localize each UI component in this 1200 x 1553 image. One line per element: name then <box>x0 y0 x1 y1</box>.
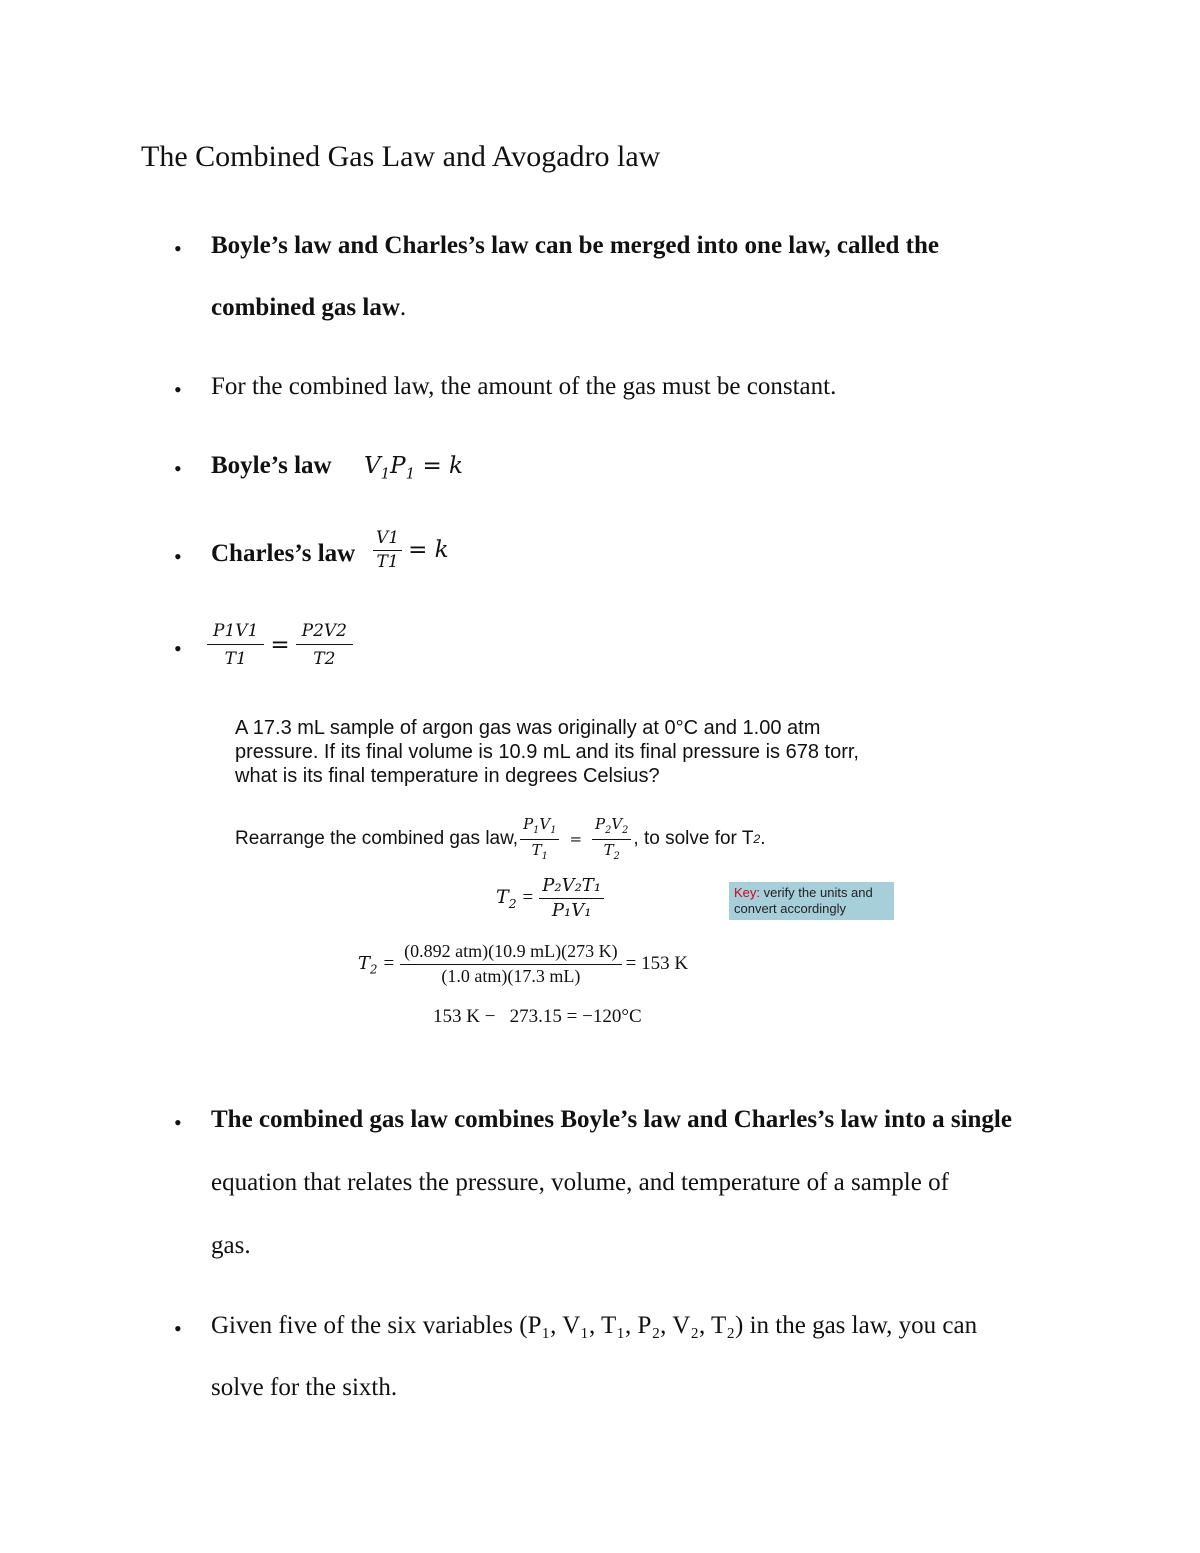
bullet-marker: • <box>174 377 182 402</box>
bullet-marker: • <box>174 236 182 261</box>
bullet-marker: • <box>174 544 182 569</box>
key-note: Key: verify the units and convert accordingly <box>729 882 894 920</box>
bullet-6-line-3: gas. <box>211 1232 251 1259</box>
bullet-marker: • <box>174 1316 182 1341</box>
rearrange-line: Rearrange the combined gas law, $\frac{P_1V_1}{T_1}$ = $\frac{P_2V_2}{T_2}$ , to solve for T 2 . <box>235 815 766 862</box>
example-problem: A 17.3 mL sample of argon gas was originally at 0°C and 1.00 atm pressure. If its final volume is 10.9 mL and its final pressure is 678 torr, what is its final temperature in degrees Celsius? <box>235 717 859 787</box>
bullet-1-line-2: combined gas law. <box>211 294 407 321</box>
bullet-7-line-1: Given five of the six variables (P₁, V₁, T₁, P₂, V₂, T₂) in the gas law, you can <box>211 1312 978 1339</box>
bullet-marker: • <box>174 1110 182 1135</box>
celsius-conversion: 153 K − 273.15 = −120°C <box>433 1006 642 1027</box>
bullet-2-text: For the combined law, the amount of the gas must be constant. <box>211 373 837 400</box>
t2-rearranged-equation: $T_2$ = $\frac{\text{P₂V₂T₁}}{\text{P₁V₁}}$ <box>496 876 604 921</box>
combined-gas-law-term: combined gas law <box>211 294 400 321</box>
bullet-6-line-2: equation that relates the pressure, volume, and temperature of a sample of <box>211 1169 949 1196</box>
bullet-7-line-2: solve for the sixth. <box>211 1374 398 1401</box>
combined-gas-law-equation: $\frac{P1V1}{T1}$ = $\frac{P2V2}{T2}$ <box>207 622 353 668</box>
t2-calculation: $T_2$ = $\frac{\text{(0.892 atm)(10.9 mL)(273 K)}}{\text{(1.0 atm)(17.3 mL)}}$ = 153 K <box>358 941 689 986</box>
bullet-marker: • <box>174 636 182 661</box>
bullet-1-line-1: Boyle’s law and Charles’s law can be merged into one law, called the <box>211 232 939 259</box>
boyles-law-equation: $V_1P_1 = k$ <box>364 453 463 483</box>
bullet-6-line-1: The combined gas law combines Boyle’s law and Charles’s law into a single <box>211 1106 1012 1133</box>
charles-law-label: Charles’s law <box>211 540 356 567</box>
bullet-marker: • <box>174 456 182 481</box>
charles-law-equation: $\frac{V1}{T1}$ = k <box>373 529 449 571</box>
page-title: The Combined Gas Law and Avogadro law <box>141 140 661 173</box>
boyles-law-label: Boyle’s law <box>211 452 332 479</box>
